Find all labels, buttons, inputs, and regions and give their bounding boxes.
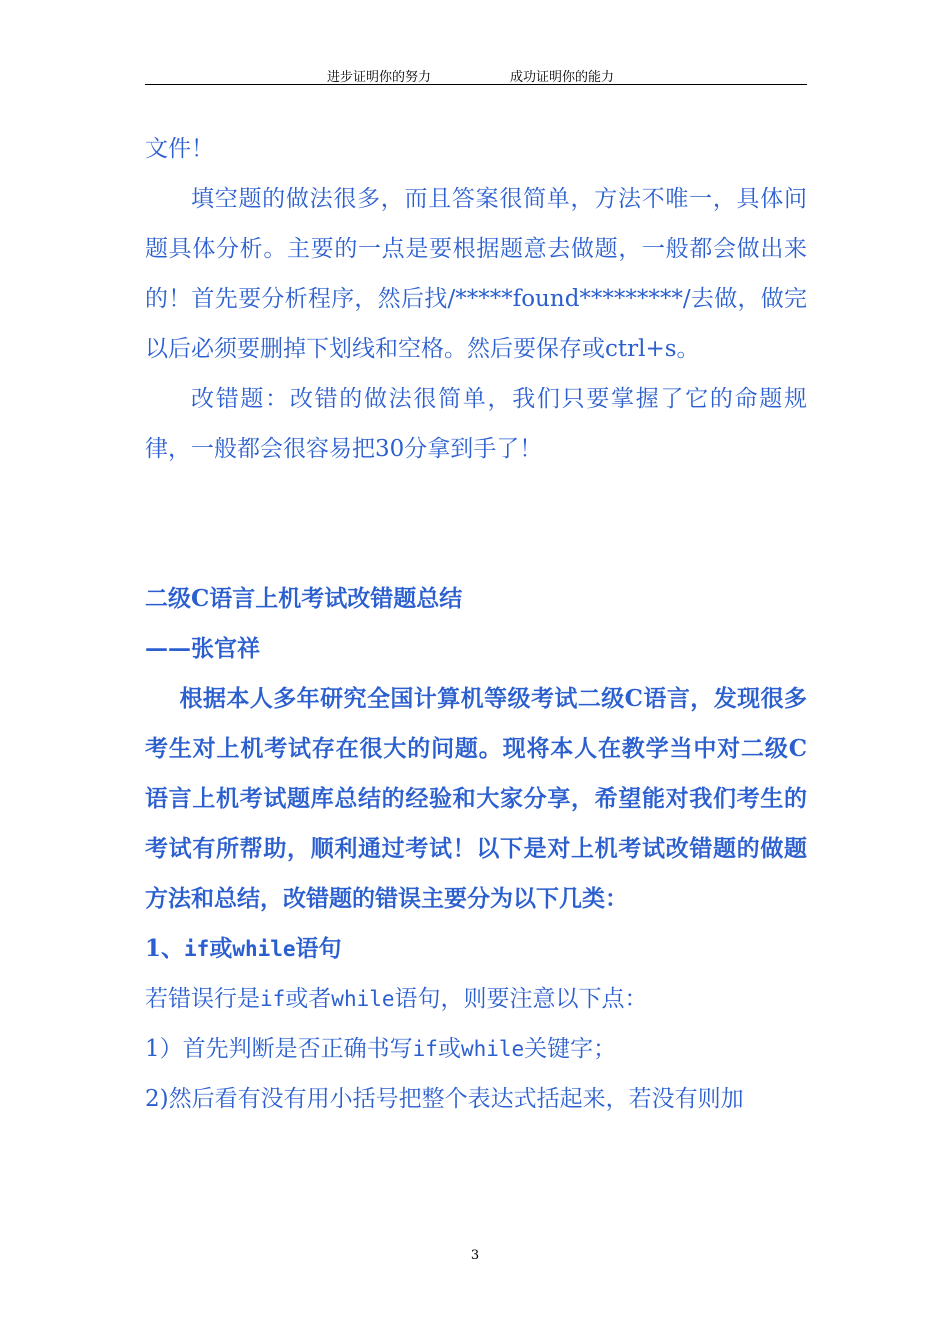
keyword-if: if (184, 937, 210, 961)
paragraph-error-correction: 改错题：改错的做法很简单，我们只要掌握了它的命题规律，一般都会很容易把30分拿到手了！ (145, 386, 807, 462)
article-author: ——张官祥 (145, 635, 260, 662)
header-left-motto: 进步证明你的努力 (327, 70, 432, 85)
rule-line-2: 2)然后看有没有用小括号把整个表达式括起来，若没有则加 (145, 1086, 744, 1112)
page-number: 3 (470, 1248, 480, 1263)
paragraph-fill-blank: 填空题的做法很多，而且答案很简单，方法不唯一，具体问题具体分析。主要的一点是要根据题意去做题，一般都会做出来的！首先要分析程序，然后找/*****found*********/去做，做完以后必须要删掉下划线和空格。然后要保存或ctrl+s。 (145, 186, 807, 362)
section-heading-tail: 语句 (295, 935, 342, 962)
keyword-while: while (232, 937, 296, 961)
text-segment: 若错误行是 (145, 986, 260, 1012)
paragraph-continuation: 文件！ (145, 136, 214, 162)
article-title: 二级C语言上机考试改错题总结 (145, 585, 463, 612)
section-number: 1、 (145, 935, 185, 962)
rule-line-intro (145, 974, 807, 1024)
section-heading-text: 或 (209, 935, 233, 962)
text-segment: 关键字； (524, 1036, 617, 1062)
section-spacer (145, 474, 807, 574)
page-header (145, 62, 807, 85)
keyword-if: if (412, 1037, 438, 1061)
text-segment: 或 (437, 1036, 461, 1062)
keyword-while: while (331, 987, 395, 1011)
text-segment: 语句，则要注意以下点： (394, 986, 648, 1012)
header-right-motto: 成功证明你的能力 (510, 70, 615, 85)
section-heading-if-while (145, 924, 807, 974)
document-body (145, 124, 807, 1124)
rule-line-1 (145, 1024, 807, 1074)
text-segment: 或者 (285, 986, 332, 1012)
keyword-if: if (260, 987, 286, 1011)
article-intro: 根据本人多年研究全国计算机等级考试二级C语言，发现很多考生对上机考试存在很大的问题。现将本人在教学当中对二级C语言上机考试题库总结的经验和大家分享，希望能对我们考生的考试有所帮助，顺利通过考试！以下是对上机考试改错题的做题方法和总结，改错题的错误主要分为以下几类： (145, 685, 807, 912)
text-segment: 1）首先判断是否正确书写 (145, 1036, 413, 1062)
keyword-while: while (460, 1037, 525, 1061)
